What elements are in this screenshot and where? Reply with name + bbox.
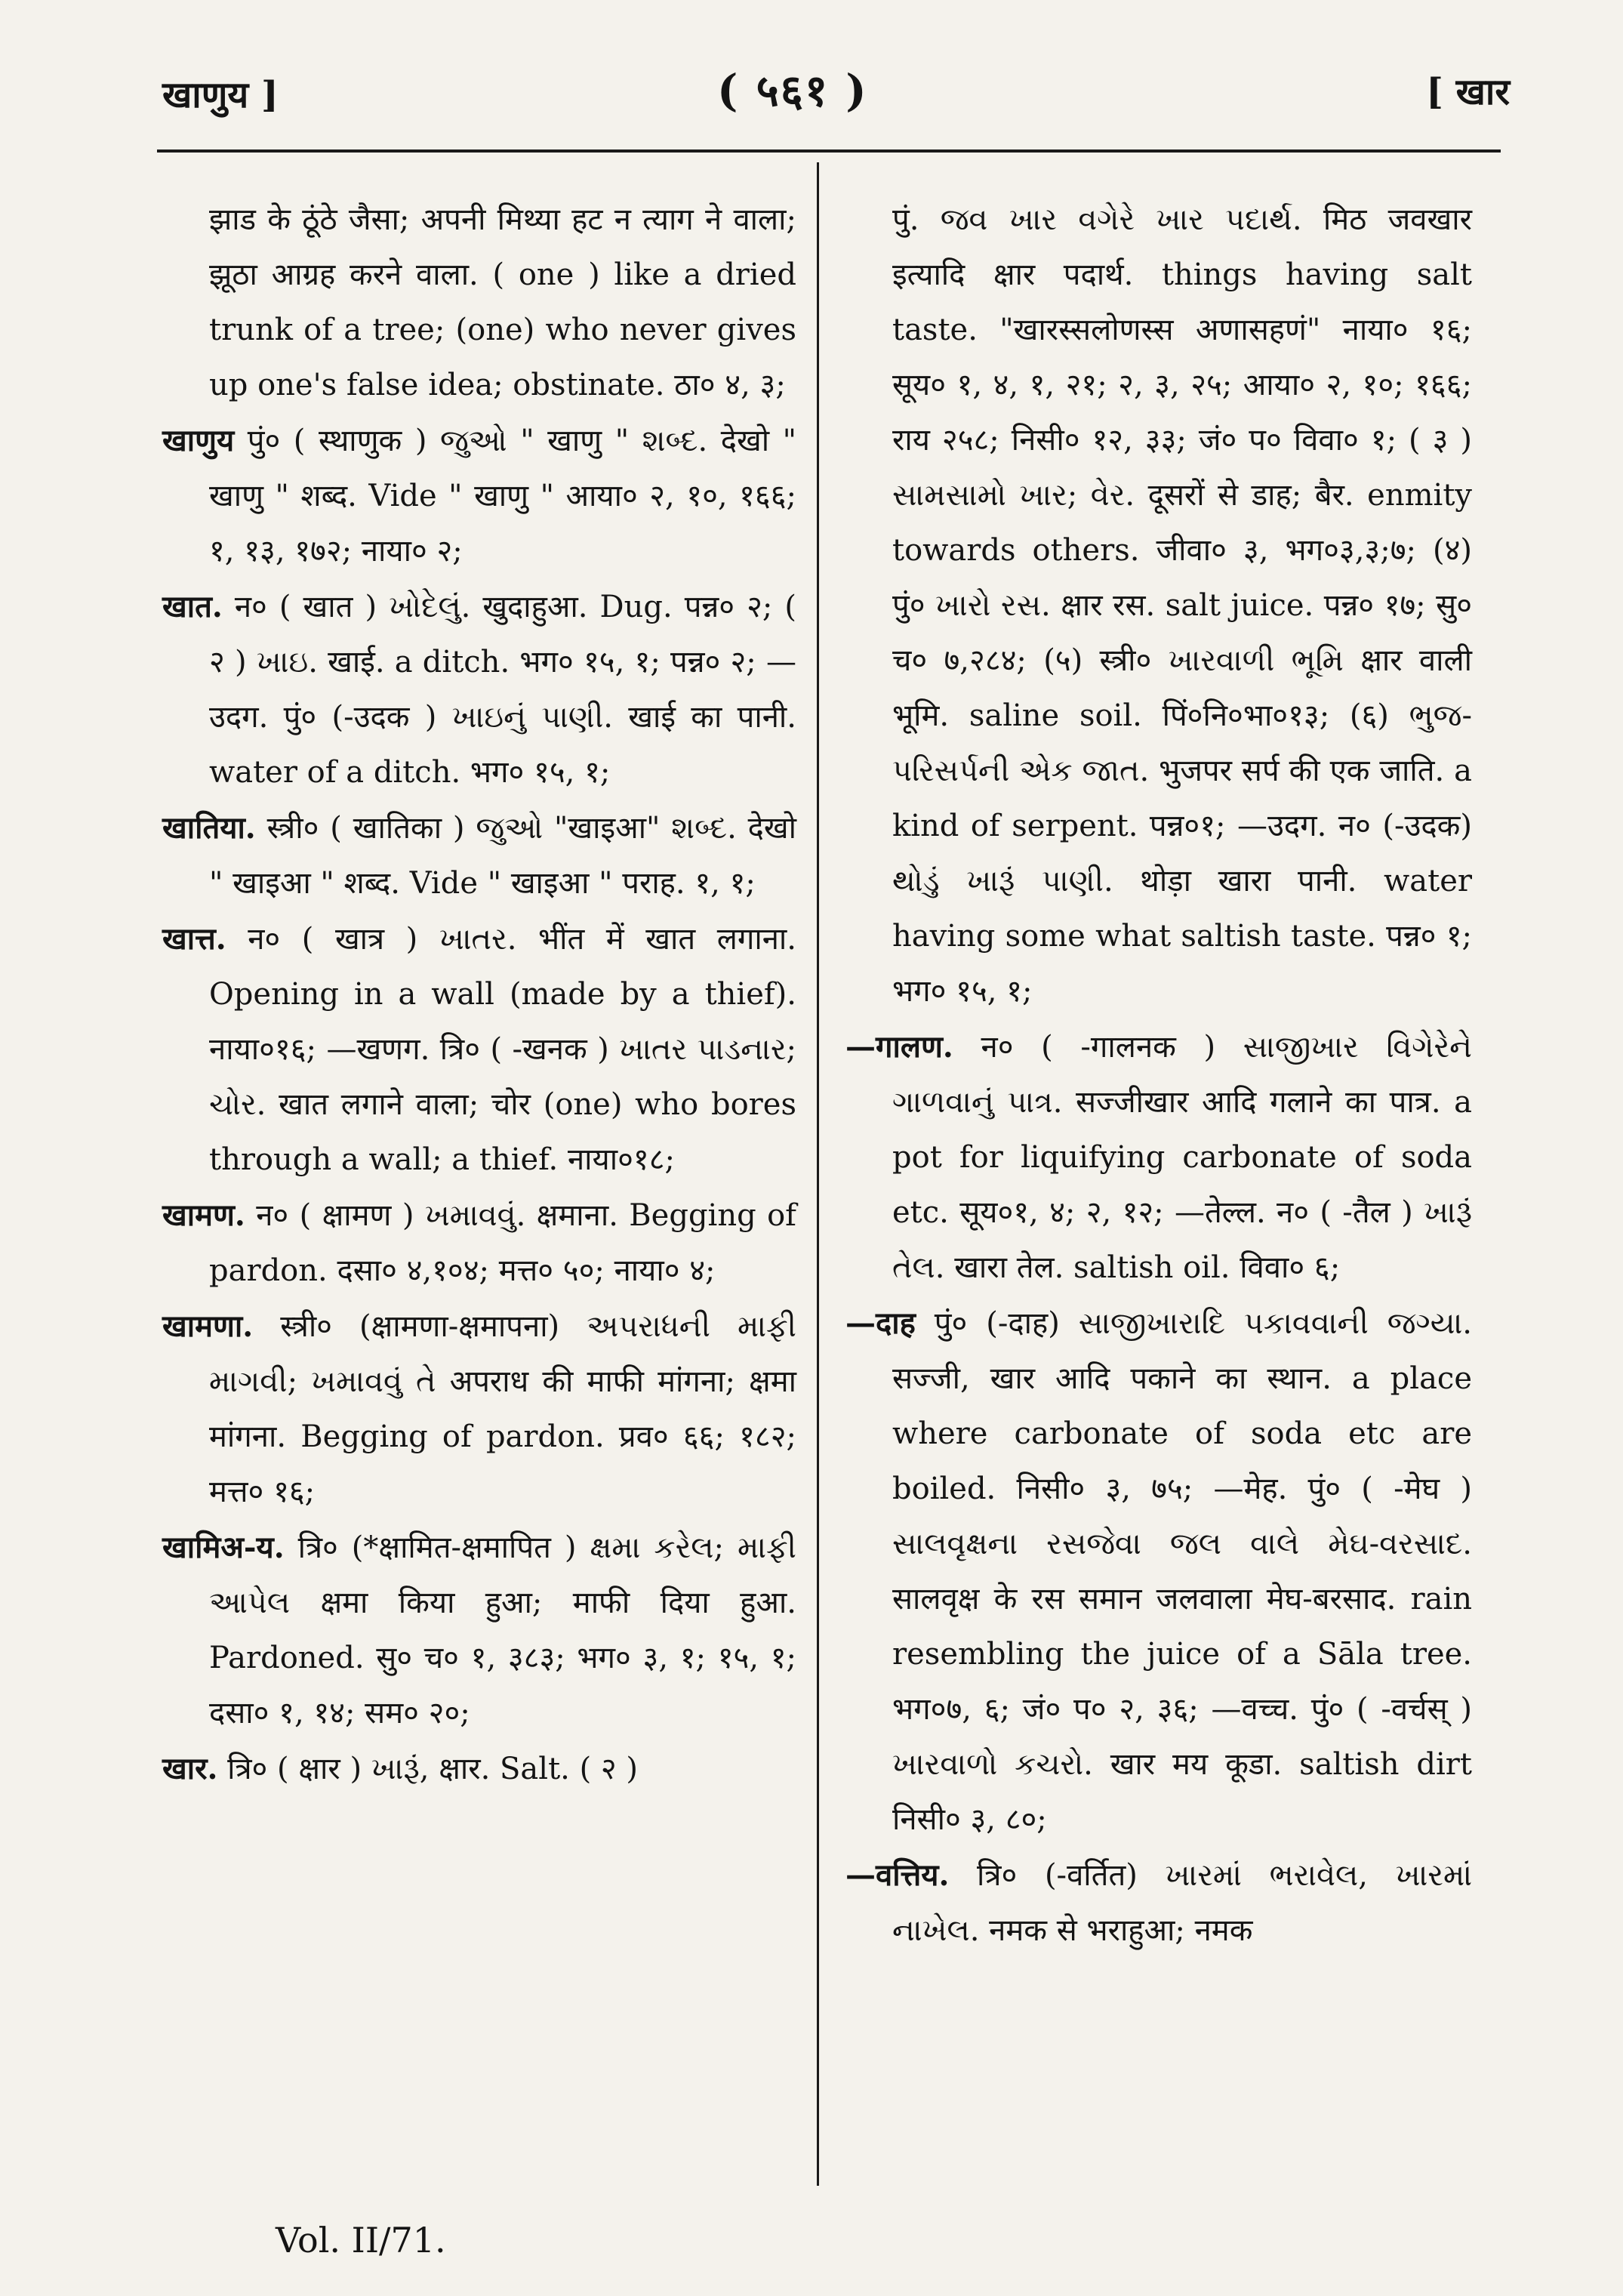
left-column [162,193,796,1797]
entry-body: न० ( खात्र ) ખાતર. भींत में खात लगाना. Opening in a wall (made by a thief). नाया०१६; —खणग. त्रि० ( -खनक ) ખાતર પાડનાર; ચોર. खात लगाने वाला; चोर (one) who bores through a wall; a thief. नाया०१८; [209,922,796,1177]
dictionary-entry [162,413,796,579]
volume-signature: Vol. II/71. [276,2220,446,2261]
dictionary-entry [162,1188,796,1299]
dictionary-entry [845,1019,1472,1296]
entry-continuation [162,193,796,413]
running-head-left: खाणुय ] [162,74,279,116]
entry-headword: —दाह [845,1305,916,1341]
column-divider [817,162,819,2186]
entry-body: स्त्री० (क्षामणा-क्षमापना) અપરાધની માફી માગવી; ખમાવવું તે अपराध की माफी मांगना; क्षमा मांगना. Begging of pardon. प्रव० ६६; १८२; मत्त० १६; [209,1309,796,1509]
entry-body: न० ( -गालनक ) સાજીખાર વિગેરેને ગાળવાનું પાત્ર. सज्जीखार आदि गलाने का पात्र. a pot for liquifying carbonate of soda etc. सूय०१, ४; २, १२; —तेल्ल. न० ( -तैल ) ખારૂં તેલ. खारा तेल. saltish oil. विवा० ६; [892,1030,1472,1285]
entry-headword: खामणा. [162,1308,254,1344]
entry-headword: खातिया. [162,810,256,846]
dictionary-entry [162,1299,796,1520]
dictionary-entry [162,800,796,911]
entry-body: न० ( खात ) ખોદેલું. खुदाहुआ. Dug. पन्न० २; ( २ ) ખાઇ. खाई. a ditch. भग० १५, १; पन्न० २; —उदग. पुं० (-उदक ) ખાઇનું પાણી. खाई का पानी. water of a ditch. भग० १५, १; [209,590,796,790]
entry-headword: खात्त. [162,921,226,957]
entry-body: पुं. જવ ખાર વગેરે ખાર પદાર્થ. मिठ जवखार इत्यादि क्षार पदार्थ. things having salt taste. "खारस्सलोणस्स अणासहणं" नाया० १६; सूय० १, ४, १, २१; २, ३, २५; आया० २, १०; १६६; राय २५८; निसी० १२, ३३; जं० प० विवा० १; ( ३ ) સામસામો ખાર; વેર. दूसरों से डाह; बैर. enmity towards others. जीवा० ३, भग०३,३;७; (४) पुं० ખારો રસ. क्षार रस. salt juice. पन्न० १७; सु० च० ७,२८४; (५) स्त्री० ખારવાળી ભૂમિ क्षार वाली भूमि. saline soil. पिं०नि०भा०१३; (६) ભુજ-પરિસર્પની એક જાત. भुजपर सर्प की एक जाति. a kind of serpent. पन्न०१; —उदग. न० (-उदक) થોડું ખારૂં પાણી. थोड़ा खारा पानी. water having some what saltish taste. पन्न० १; भग० १५, १; [892,202,1472,1009]
entry-headword: खामिअ-य. [162,1530,285,1565]
dictionary-entry [162,911,796,1188]
entry-body: पुं० (-दाह) સાજીખારાદિ પકાવવાની જગ્યા. सज्जी, खार आदि पकाने का स्थान. a place where carbonate of soda etc are boiled. निसी० ३, ७५; —मेह. पुं० ( -मेघ ) સાલવૃક્ષના રસજેવા જલ વાલે મેઘ-વરસાદ. सालवृक्ष के रस समान जलवाला मेघ-बरसाद. rain resembling the juice of a Sāla tree. भग०७, ६; जं० प० २, ३६; —वच्च. पुं० ( -वर्चस् ) ખારવાળો કચરો. खार मय कूडा. saltish dirt निसी० ३, ८०; [892,1306,1472,1837]
page-number: ( ५६१ ) [717,65,868,116]
entry-body: पुं० ( स्थाणुक ) જુઓ " खाणु " શબ્દ. देखो " खाणु " शब्द. Vide " खाणु " आया० २, १०, १६६; १, १३, १७२; नाया० २; [209,424,796,569]
entry-headword: —वत्तिय. [845,1857,950,1893]
dictionary-entry [845,1296,1472,1848]
right-column [845,193,1472,1959]
entry-body: झाड के ठूंठे जैसा; अपनी मिथ्या हट न त्याग ने वाला; झूठा आग्रह करने वाला. ( one ) like a dried trunk of a tree; (one) who never gives up one's false idea; obstinate. ठा० ४, ३; [209,202,796,402]
entry-headword: —गालण. [845,1029,953,1065]
dictionary-entry [162,579,796,800]
dictionary-entry [162,1741,796,1797]
entry-headword: खार. [162,1751,218,1786]
entry-body: न० ( क्षामण ) ખમાવવું. क्षमाना. Begging of pardon. दसा० ४,१०४; मत्त० ५०; नाया० ४; [209,1198,796,1288]
entry-body: त्रि० ( क्षार ) ખારૂં, क्षार. Salt. ( २ ) [227,1752,639,1786]
header-rule [157,149,1501,153]
entry-headword: खामण. [162,1197,245,1233]
entry-headword: खाणुय [162,423,235,458]
entry-body: त्रि० (*क्षामित-क्षमापित ) ક્ષમા કરેલ; માફી આપેલ क्षमा किया हुआ; माफी दिया हुआ. Pardoned. सु० च० १, ३८३; भग० ३, १; १५, १; दसा० १, १४; सम० २०; [209,1530,796,1730]
entry-body: स्त्री० ( खातिका ) જુઓ "खाइआ" શબ્દ. देखो " खाइआ " शब्द. Vide " खाइआ " पराह. १, १; [209,811,797,901]
entry-body: त्रि० (-वर्तित) ખારમાં ભરાવેલ, ખારમાં નાખેલ. नमक से भराहुआ; नमक [892,1858,1473,1948]
entry-headword: खात. [162,589,223,624]
running-head-right: [ खार [1426,71,1510,113]
dictionary-entry [162,1520,796,1741]
entry-continuation [845,193,1472,1019]
dictionary-entry [845,1848,1472,1959]
